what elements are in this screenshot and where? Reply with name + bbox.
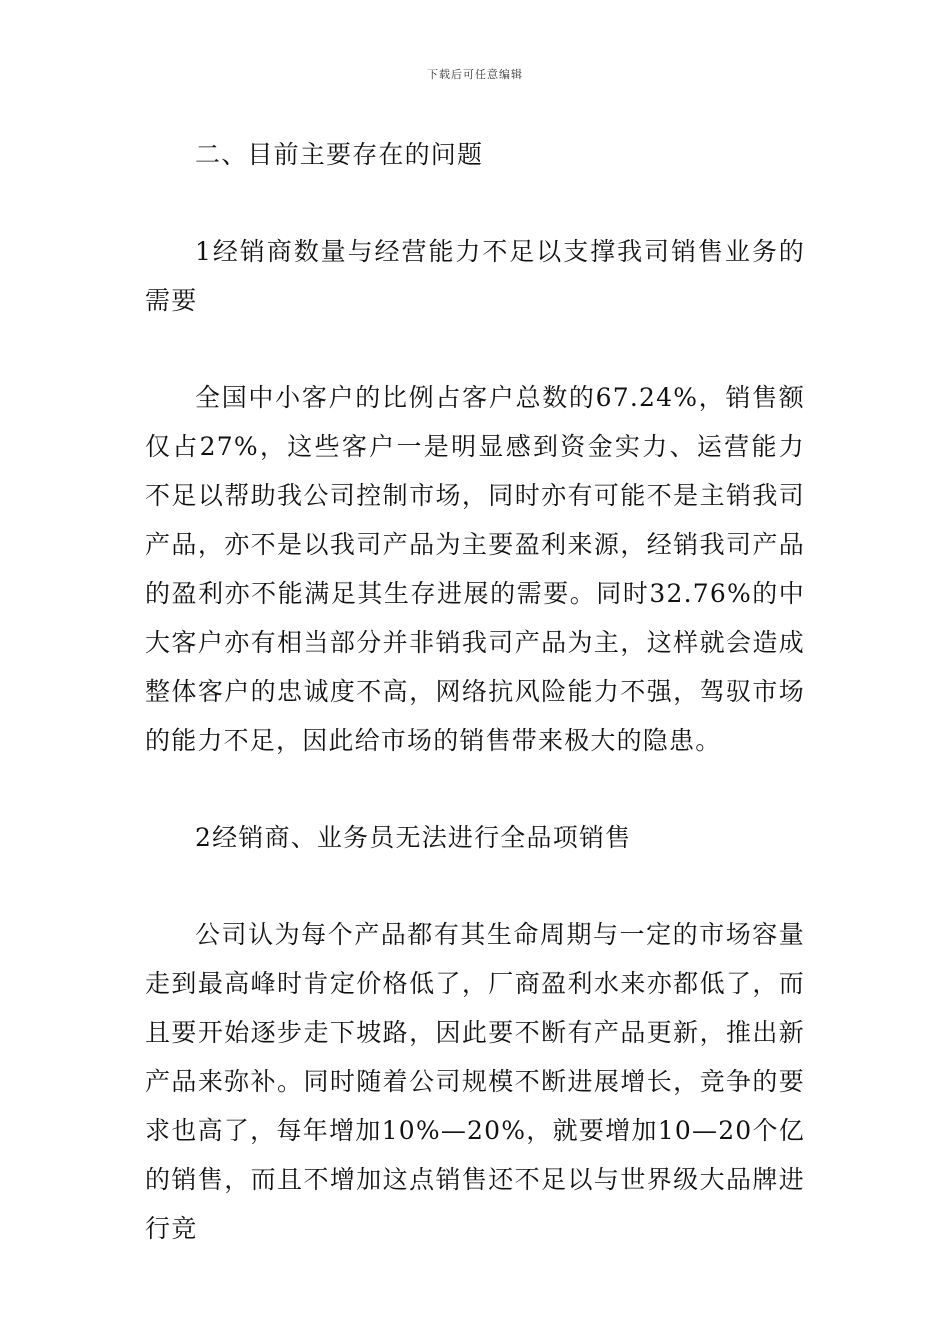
item1-body: 全国中小客户的比例占客户总数的67.24%，销售额仅占27%，这些客户一是明显感到资金实力、运营能力不足以帮助我公司控制市场，同时亦有可能不是主销我司产品，亦不是以我司产品为主要盈利来源，经销我司产品的盈利亦不能满足其生存进展的需要。同时32.76%的中大客户亦有相当部分并非销我司产品为主，这样就会造成整体客户的忠诚度不高，网络抗风险能力不强，驾驭市场的能力不足，因此给市场的销售带来极大的隐患。: [145, 383, 805, 755]
header-note: 下载后可任意编辑: [427, 68, 523, 81]
section-title: 二、目前主要存在的问题: [195, 140, 484, 169]
item2-body: 公司认为每个产品都有其生命周期与一定的市场容量走到最高峰时肯定价格低了，厂商盈利水来亦都低了，而且要开始逐步走下坡路，因此要不断有产品更新，推出新产品来弥补。同时随着公司规模不断进展增长，竞争的要求也高了，每年增加10%—20%，就要增加10—20个亿的销售，而且不增加这点销售还不足以与世界级大品牌进行竞: [145, 920, 805, 1243]
item1-heading: 1经销商数量与经营能力不足以支撑我司销售业务的需要: [145, 237, 805, 315]
document-body: [145, 130, 805, 1253]
item2-heading: 2经销商、业务员无法进行全品项销售: [195, 823, 632, 852]
